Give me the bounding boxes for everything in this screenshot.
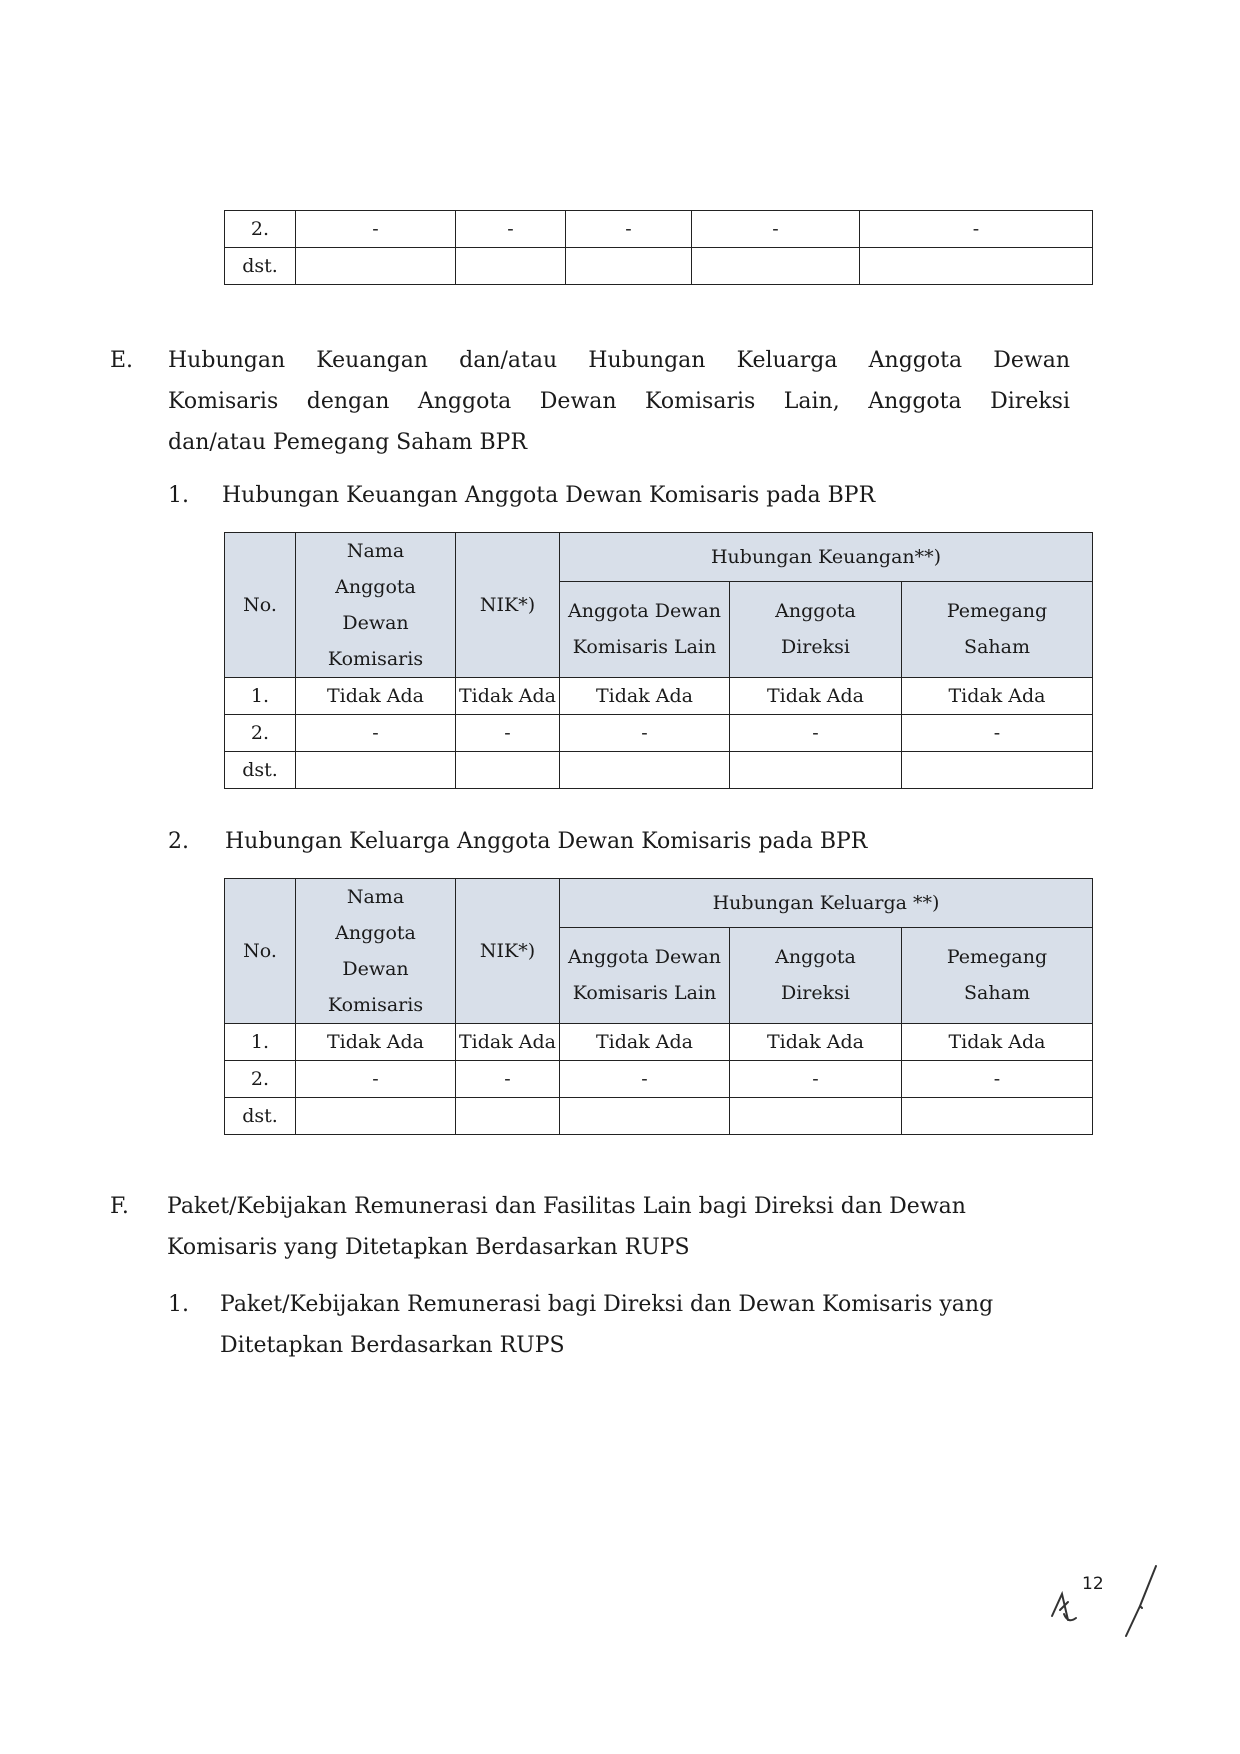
section-f-line-2: Komisaris yang Ditetapkan Berdasarkan RUPS xyxy=(167,1235,690,1260)
table-cell: Tidak Ada xyxy=(456,678,560,715)
header-anggota-direksi: Anggota Direksi xyxy=(730,927,902,1023)
table-row xyxy=(225,1024,1093,1061)
table-cell xyxy=(296,1098,456,1135)
section-f-line-1: Paket/Kebijakan Remunerasi dan Fasilitas Lain bagi Direksi dan Dewan xyxy=(167,1194,966,1219)
page-number: 12 xyxy=(1082,1574,1104,1594)
table-cell xyxy=(860,248,1093,285)
table-cell: - xyxy=(560,1061,730,1098)
table-row xyxy=(225,248,1093,285)
table-cell: Tidak Ada xyxy=(296,1024,456,1061)
handwritten-initial xyxy=(1048,1580,1080,1636)
table-row xyxy=(225,715,1093,752)
subsection-f1-line-1: Paket/Kebijakan Remunerasi bagi Direksi dan Dewan Komisaris yang xyxy=(220,1292,994,1317)
table-cell: - xyxy=(456,211,566,248)
table-row xyxy=(225,1098,1093,1135)
subsection-e1-title: Hubungan Keuangan Anggota Dewan Komisaris pada BPR xyxy=(222,483,876,508)
subsection-f1-line-2: Ditetapkan Berdasarkan RUPS xyxy=(220,1333,565,1358)
table-cell: - xyxy=(566,211,692,248)
section-e-line-1: Hubungan Keuangan dan/atau Hubungan Keluarga Anggota Dewan xyxy=(168,348,1070,373)
header-nik: NIK*) xyxy=(456,879,560,1024)
table-cell: - xyxy=(296,1061,456,1098)
header-no: No. xyxy=(225,533,296,678)
table-cell xyxy=(456,1098,560,1135)
table-cell: - xyxy=(296,211,456,248)
top-table xyxy=(224,210,1093,285)
row-number: 1. xyxy=(225,678,296,715)
table-cell xyxy=(560,1098,730,1135)
row-number: 2. xyxy=(225,715,296,752)
header-anggota-dewan: Anggota Dewan Komisaris Lain xyxy=(560,581,730,677)
table-cell: Tidak Ada xyxy=(296,678,456,715)
table-row xyxy=(225,211,1093,248)
row-number: 2. xyxy=(225,1061,296,1098)
table-cell: Tidak Ada xyxy=(730,1024,902,1061)
subsection-e2-title: Hubungan Keluarga Anggota Dewan Komisaris pada BPR xyxy=(225,829,868,854)
table-cell: Tidak Ada xyxy=(902,678,1093,715)
table-cell xyxy=(730,1098,902,1135)
table-cell: Tidak Ada xyxy=(456,1024,560,1061)
table-cell xyxy=(296,248,456,285)
table-cell: - xyxy=(560,715,730,752)
table-cell: - xyxy=(730,715,902,752)
table-cell xyxy=(456,752,560,789)
header-group: Hubungan Keluarga **) xyxy=(560,879,1093,928)
section-f-letter: F. xyxy=(110,1194,129,1219)
table-cell: - xyxy=(296,715,456,752)
handwritten-signature-stroke xyxy=(1120,1562,1160,1642)
header-group: Hubungan Keuangan**) xyxy=(560,533,1093,582)
table-cell: Tidak Ada xyxy=(902,1024,1093,1061)
table-cell xyxy=(560,752,730,789)
table-cell xyxy=(692,248,860,285)
table-row xyxy=(225,1061,1093,1098)
row-number: 2. xyxy=(225,211,296,248)
header-no: No. xyxy=(225,879,296,1024)
financial-relationship-table xyxy=(224,532,1093,789)
header-nik: NIK*) xyxy=(456,533,560,678)
table-cell: - xyxy=(902,1061,1093,1098)
family-relationship-table xyxy=(224,878,1093,1135)
table-row xyxy=(225,678,1093,715)
header-nama: Nama Anggota Dewan Komisaris xyxy=(296,533,456,678)
table-cell: Tidak Ada xyxy=(560,678,730,715)
header-nama: Nama Anggota Dewan Komisaris xyxy=(296,879,456,1024)
table-cell xyxy=(456,248,566,285)
table-cell: - xyxy=(456,1061,560,1098)
table-row xyxy=(225,752,1093,789)
table-cell xyxy=(566,248,692,285)
section-f-heading xyxy=(167,1186,966,1268)
table-cell: - xyxy=(456,715,560,752)
header-anggota-direksi: Anggota Direksi xyxy=(730,581,902,677)
row-number: dst. xyxy=(225,248,296,285)
subsection-e2-number: 2. xyxy=(168,829,189,854)
table-cell xyxy=(902,752,1093,789)
table-cell xyxy=(902,1098,1093,1135)
table-cell: - xyxy=(860,211,1093,248)
row-number: dst. xyxy=(225,752,296,789)
section-e-line-3: dan/atau Pemegang Saham BPR xyxy=(168,430,528,455)
subsection-f1-number: 1. xyxy=(168,1292,189,1317)
section-e-heading xyxy=(168,340,1070,463)
subsection-f1-title xyxy=(220,1284,993,1366)
table-cell: Tidak Ada xyxy=(730,678,902,715)
table-cell xyxy=(730,752,902,789)
header-anggota-dewan: Anggota Dewan Komisaris Lain xyxy=(560,927,730,1023)
row-number: dst. xyxy=(225,1098,296,1135)
header-pemegang-saham: Pemegang Saham xyxy=(902,927,1093,1023)
table-cell: - xyxy=(902,715,1093,752)
row-number: 1. xyxy=(225,1024,296,1061)
subsection-e1-number: 1. xyxy=(168,483,189,508)
section-e-line-2: Komisaris dengan Anggota Dewan Komisaris Lain, Anggota Direksi xyxy=(168,389,1070,414)
header-pemegang-saham: Pemegang Saham xyxy=(902,581,1093,677)
section-e-letter: E. xyxy=(110,348,134,373)
table-cell: Tidak Ada xyxy=(560,1024,730,1061)
table-cell: - xyxy=(692,211,860,248)
table-cell: - xyxy=(730,1061,902,1098)
table-cell xyxy=(296,752,456,789)
